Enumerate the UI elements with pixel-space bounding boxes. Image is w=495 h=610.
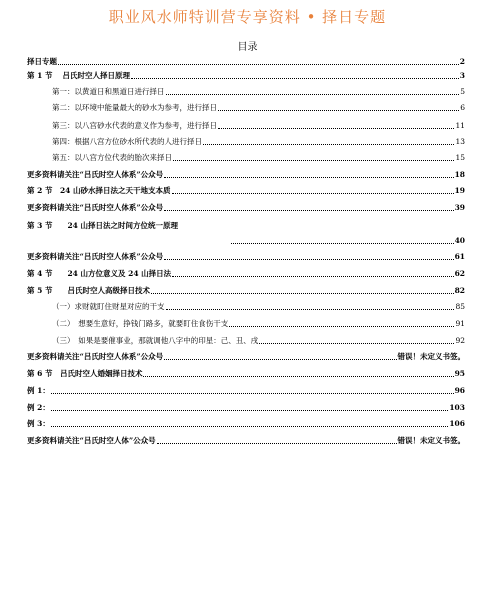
toc-leader-dots [203, 143, 454, 145]
toc-entry-page-number: 15 [455, 153, 465, 162]
toc-leader-dots [172, 192, 454, 194]
toc-entry-page-number: 6 [460, 103, 465, 112]
toc-entry-label: 更多资料请关注“吕氏时空人体”公众号 [27, 436, 156, 445]
toc-entry-label: （一）求财就盯住财星对应的干支 [52, 302, 165, 311]
toc-entry[interactable] [27, 434, 465, 447]
toc-entry-page-number: 85 [455, 302, 465, 311]
toc-entry-label: 第三：以八宫砂水代表的意义作为参考，进行择日 [52, 121, 217, 130]
toc-entry[interactable] [27, 284, 465, 297]
toc-entry-page-number: 106 [449, 419, 465, 428]
toc-entry-label: 第 6 节 吕氏时空人婚姻择日技术 [27, 369, 143, 378]
toc-entry-label: 例 2： [27, 403, 50, 412]
toc-leader-dots [166, 308, 455, 310]
toc-leader-dots [229, 325, 454, 327]
toc-leader-dots [157, 442, 397, 444]
toc-entry[interactable] [52, 151, 465, 164]
toc-entry[interactable] [52, 300, 465, 313]
toc-entry-label: 更多资料请关注“吕氏时空人体系”公众号 [27, 352, 164, 361]
toc-entry[interactable] [52, 119, 465, 132]
toc-entry-label: 更多资料请关注“吕氏时空人体系”公众号 [27, 203, 164, 212]
toc-leader-dots [173, 159, 454, 161]
toc-leader-dots [218, 127, 454, 129]
toc-leader-dots [164, 176, 453, 178]
document-title: 职业风水师特训营专享资料 • 择日专题 [108, 8, 387, 26]
toc-entry[interactable] [52, 317, 465, 330]
toc-entry-page-number: 103 [449, 403, 465, 412]
toc-entry[interactable] [27, 350, 465, 363]
toc-entry-page-number: 5 [460, 87, 465, 96]
toc-entry[interactable] [27, 69, 465, 82]
toc-entry-label: 例 1： [27, 386, 50, 395]
toc-entry-page-number: 19 [454, 186, 465, 195]
toc-entry-page-number: 91 [455, 319, 465, 328]
toc-entry-label: 第 1 节 吕氏时空人择日原理 [27, 71, 131, 80]
toc-leader-dots [231, 242, 454, 244]
toc-entry[interactable] [27, 250, 465, 263]
toc-entry[interactable] [27, 384, 465, 397]
toc-entry-label: 第五：以八宫方位代表的胎次来择日 [52, 153, 172, 162]
toc-entry-label: 例 3： [27, 419, 50, 428]
toc-leader-dots [164, 258, 453, 260]
toc-entry-label: （三） 如果是要催事业，那就调他八字中的印星：己、丑、戌 [52, 336, 259, 345]
toc-entry-label: 第四：根据八宫方位砂水所代表的人进行择日 [52, 137, 202, 146]
toc-entry[interactable] [27, 184, 465, 197]
toc-entry-page-number: 61 [454, 252, 465, 261]
toc-entry-page-number: 95 [454, 369, 465, 378]
toc-leader-dots [58, 63, 459, 65]
toc-entry[interactable] [27, 219, 465, 232]
toc-entry-label: 更多资料请关注“吕氏时空人体系”公众号 [27, 252, 164, 261]
toc-entry-label: 第 5 节 吕氏时空人高级择日技术 [27, 286, 150, 295]
toc-entry-label: 更多资料请关注“吕氏时空人体系”公众号 [27, 170, 164, 179]
toc-leader-dots [164, 209, 453, 211]
toc-entry-page-number: 82 [454, 286, 465, 295]
toc-leader-dots [259, 342, 454, 344]
toc-entry-page-number: 39 [454, 203, 465, 212]
toc-entry-label: 第二：以环境中能量最大的砂水为参考，进行择日 [52, 103, 217, 112]
toc-entry-page-number: 2 [459, 57, 465, 66]
toc-leader-dots [166, 93, 460, 95]
toc-entry[interactable] [27, 55, 465, 68]
toc-entry[interactable] [27, 201, 465, 214]
toc-leader-dots [218, 109, 459, 111]
toc-entry-label: 第 3 节 24 山择日法之时间方位统一原理 [27, 221, 178, 230]
toc-entry[interactable] [52, 334, 465, 347]
toc-entry[interactable] [27, 367, 465, 380]
toc-leader-dots [131, 77, 459, 79]
toc-leader-dots [172, 275, 453, 277]
toc-leader-dots [164, 358, 396, 360]
toc-entry-label: （二） 想要生意好，挣钱门路多，就要盯住食伤干支 [52, 319, 229, 328]
toc-entry[interactable] [52, 85, 465, 98]
toc-entry-page-number: 11 [455, 121, 465, 130]
toc-entry-page-number: 13 [455, 137, 465, 146]
toc-entry[interactable] [230, 234, 465, 247]
toc-entry[interactable] [27, 417, 465, 430]
toc-entry-page-number: 错误！未定义书签。 [397, 352, 465, 361]
toc-entry[interactable] [27, 401, 465, 414]
toc-entry-label: 第一：以黄道日和黑道日进行择日 [52, 87, 165, 96]
toc-entry-label: 第 4 节 24 山方位意义及 24 山择日法 [27, 269, 172, 278]
toc-entry-page-number: 3 [459, 71, 465, 80]
toc-entry-label: 第 2 节 24 山砂水择日法之天干地支本质 [27, 186, 171, 195]
toc-leader-dots [143, 375, 453, 377]
toc-leader-dots [151, 292, 454, 294]
toc-entry-label: 择日专题 [27, 57, 57, 66]
toc-entry-page-number: 18 [454, 170, 465, 179]
toc-heading: 目录 [237, 42, 258, 53]
toc-entry-page-number: 错误！未定义书签。 [397, 436, 465, 445]
toc-leader-dots [51, 392, 454, 394]
toc-entry[interactable] [27, 267, 465, 280]
toc-entry-page-number: 92 [455, 336, 465, 345]
toc-entry[interactable] [52, 135, 465, 148]
toc-entry-page-number: 40 [454, 236, 465, 245]
toc-entry-page-number: 96 [454, 386, 465, 395]
toc-entry[interactable] [52, 101, 465, 114]
toc-leader-dots [51, 409, 449, 411]
toc-entry-page-number: 62 [454, 269, 465, 278]
toc-leader-dots [51, 425, 449, 427]
toc-entry[interactable] [27, 168, 465, 181]
